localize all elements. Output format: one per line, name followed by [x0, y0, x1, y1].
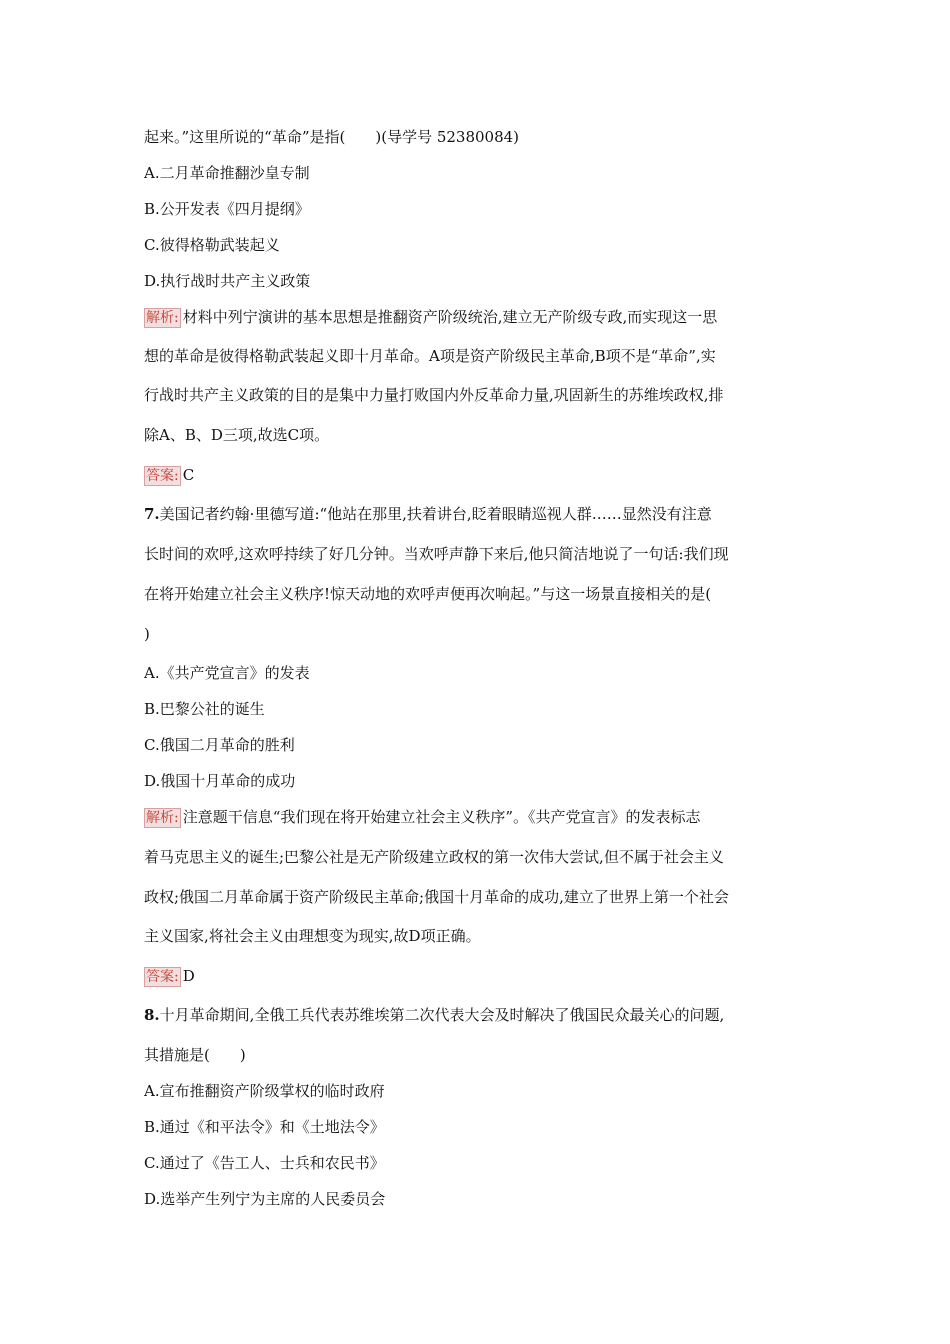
answer-label: 答案: [146, 969, 179, 985]
q6-option-b: B.公开发表《四月提纲》 [144, 200, 310, 218]
q6-answer-value: C [182, 466, 195, 484]
q7-stem-line-3: 在将开始建立社会主义秩序!惊天动地的欢呼声便再次响起。”与这一场景直接相关的是( [144, 585, 712, 603]
q6-analysis-text-1: 材料中列宁演讲的基本思想是推翻资产阶级统治,建立无产阶级专政,而实现这一思 [182, 308, 718, 326]
q6-answer-line [144, 465, 812, 486]
q7-analysis-line-1 [144, 807, 812, 828]
q7-analysis-line-3: 政权;俄国二月革命属于资产阶级民主革命;俄国十月革命的成功,建立了世界上第一个社会 [144, 888, 729, 906]
q7-stem-text-1: 美国记者约翰·里德写道:“他站在那里,扶着讲台,眨着眼睛巡视人群……显然没有注意 [159, 505, 712, 523]
q7-analysis-line-2: 着马克思主义的诞生;巴黎公社是无产阶级建立政权的第一次伟大尝试,但不属于社会主义 [144, 848, 724, 866]
q8-option-a: A.宣布推翻资产阶级掌权的临时政府 [144, 1082, 385, 1100]
analysis-label: 解析: [146, 810, 179, 826]
q7-option-b: B.巴黎公社的诞生 [144, 700, 265, 718]
q7-option-a: A.《共产党宣言》的发表 [144, 664, 310, 682]
q6-option-d: D.执行战时共产主义政策 [144, 272, 311, 290]
q7-answer-line [144, 966, 812, 987]
q8-stem-line-1 [144, 1005, 812, 1025]
q8-number: 8. [144, 1006, 160, 1024]
q8-option-d: D.选举产生列宁为主席的人民委员会 [144, 1190, 386, 1208]
q7-stem-line-2: 长时间的欢呼,这欢呼持续了好几分钟。当欢呼声静下来后,他只简洁地说了一句话:我们现 [144, 545, 729, 563]
q7-analysis-line-4: 主义国家,将社会主义由理想变为现实,故D项正确。 [144, 927, 481, 945]
q7-option-c: C.俄国二月革命的胜利 [144, 736, 295, 754]
q6-analysis-line-1 [144, 307, 812, 328]
q6-stem-tail: 起来。”这里所说的“革命”是指( )(导学号 52380084) [144, 128, 520, 146]
q6-analysis-line-2: 想的革命是彼得格勒武装起义即十月革命。A项是资产阶级民主革命,B项不是“革命”,实 [144, 347, 716, 365]
q8-stem-text-1: 十月革命期间,全俄工兵代表苏维埃第二次代表大会及时解决了俄国民众最关心的问题, [159, 1006, 725, 1024]
q7-stem-line-1 [144, 504, 812, 524]
q8-stem-line-2: 其措施是( ) [144, 1046, 246, 1064]
q8-option-c: C.通过了《告工人、士兵和农民书》 [144, 1154, 385, 1172]
q6-option-c: C.彼得格勒武装起义 [144, 236, 280, 254]
q6-option-a: A.二月革命推翻沙皇专制 [144, 164, 310, 182]
q7-stem-line-4: ) [144, 625, 150, 643]
q6-analysis-line-3: 行战时共产主义政策的目的是集中力量打败国内外反革命力量,巩固新生的苏维埃政权,排 [144, 386, 724, 404]
q8-option-b: B.通过《和平法令》和《土地法令》 [144, 1118, 385, 1136]
analysis-label: 解析: [146, 310, 179, 326]
answer-label: 答案: [146, 468, 179, 484]
q6-analysis-line-4: 除A、B、D三项,故选C项。 [144, 426, 330, 444]
q7-number: 7. [144, 505, 160, 523]
q7-option-d: D.俄国十月革命的成功 [144, 772, 296, 790]
q7-analysis-text-1: 注意题干信息“我们现在将开始建立社会主义秩序”。《共产党宣言》的发表标志 [182, 808, 701, 826]
q7-answer-value: D [182, 967, 195, 985]
